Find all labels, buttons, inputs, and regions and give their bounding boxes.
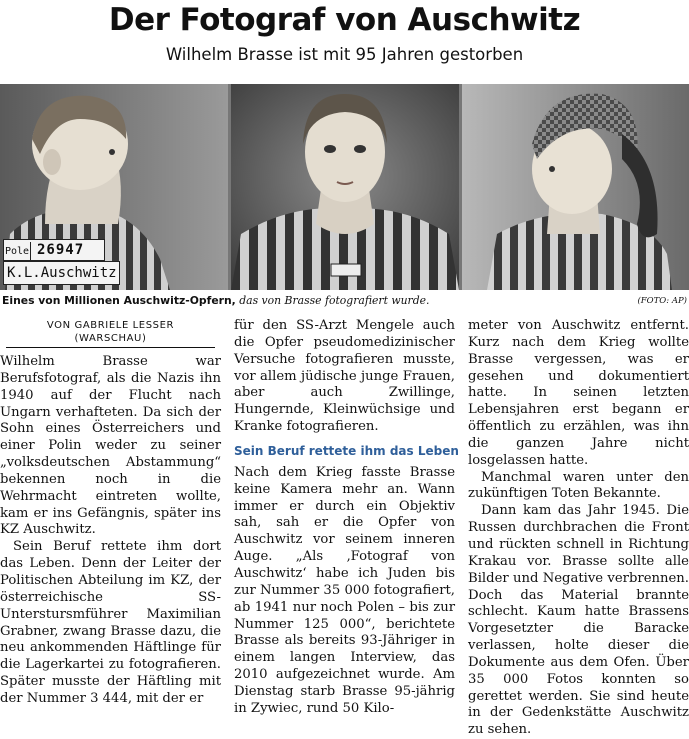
caption-lead: Eines von Millionen Auschwitz-Opfern, (2, 294, 236, 307)
paragraph: Dann kam das Jahr 1945. Die Russen durchbrachen die Front und rückten schnell in Richtung Krakau vor. Brasse sollte alle Bilder und Negative verbrennen. Doch das Material brannte schlecht. Kaum hatte Brassens Vorgesetzter die Baracke verlassen, holte dieser die Dokumente aus dem Ofen. Über 35 000 Fotos konnten so gerettet werden. Sie sind heute in der Gedenkstätte Auschwitz zu sehen. (468, 503, 689, 738)
section-subheading: Sein Beruf rettete ihm das Leben (234, 443, 459, 458)
caption-text: das von Brasse fotografiert wurde. (235, 294, 430, 307)
headline: Der Fotograf von Auschwitz (108, 2, 581, 38)
byline-author: VON GABRIELE LESSER (46, 320, 175, 331)
paragraph: meter von Auschwitz entfernt. Kurz nach dem Krieg wollte Brasse vergessen, was er gesehen und dokumentiert hatte. In seinen letzten Lebensjahren erst begann er öffentlich zu erzählen, was ihn die ganzen Jahre nicht losgelassen hatte. (468, 318, 689, 468)
paragraph: Wilhelm Brasse war Berufsfotograf, als die Nazis ihn 1940 auf der Flucht nach Ungarn verhafteten. Da sich der Sohn eines Österreichers und einer Polin weder zu seiner „volksdeutschen Abstammung“ bekennen noch in die Wehrmacht eintreten wollte, kam er ins Gefängnis, später ins KZ Auschwitz. (0, 354, 221, 538)
prisoner-photo-headscarf (462, 84, 689, 290)
article-column-1 (0, 318, 221, 708)
article-column-3 (468, 318, 689, 739)
plate-number: 26947 (37, 242, 85, 258)
photo-credit: (FOTO: AP) (637, 296, 687, 306)
prisoner-id-plate (3, 239, 105, 261)
byline (6, 320, 215, 348)
byline-location: (WARSCHAU) (74, 332, 147, 344)
paragraph: Manchmal waren unter den zukünftigen Toten Bekannte. (468, 469, 689, 502)
paragraph: Nach dem Krieg fasste Brasse keine Kamera mehr an. Wann immer er durch ein Objektiv sah, sah er die Opfer von Auschwitz vor seinem inneren Auge. „Als ‚Fotograf von Auschwitz‘ habe ich Juden bis zur Nummer 35 000 fotografiert, ab 1941 nur noch Polen – bis zur Nummer 125 000“, berichtete Brasse als bereits 93-Jähriger in einem langen Interview, das 2010 aufgezeichnet wurde. Am Dienstag starb Brasse 95-jährig in Zywiec, rund 50 Kilo- (234, 464, 455, 716)
plate-nationality: Pole (4, 242, 31, 262)
paragraph: Sein Beruf rettete ihm dort das Leben. Denn der Leiter der Politischen Abteilung im KZ, der österreichische SS-Unterstursmführer Maximilian Grabner, zwang Brasse dazu, die neu ankommenden Häftlinge für die Lagerkartei zu fotografieren. Später musste der Häftling mit der Nummer 3 444, mit der er (0, 539, 221, 706)
photo-strip (0, 84, 689, 290)
paragraph: für den SS-Arzt Mengele auch die Opfer pseudomedizinischer Versuche fotografieren musste, vor allem jüdische junge Frauen, aber auch Zwillinge, Hungernde, Kleinwüchsige und Kranke fotografieren. (234, 318, 455, 435)
article-column-2 (234, 318, 459, 718)
prisoner-photo-frontal (231, 84, 459, 290)
camp-plate: K.L.Auschwitz (3, 261, 120, 285)
photo-caption (2, 293, 689, 311)
subheadline: Wilhelm Brasse ist mit 95 Jahren gestorben (165, 45, 524, 64)
